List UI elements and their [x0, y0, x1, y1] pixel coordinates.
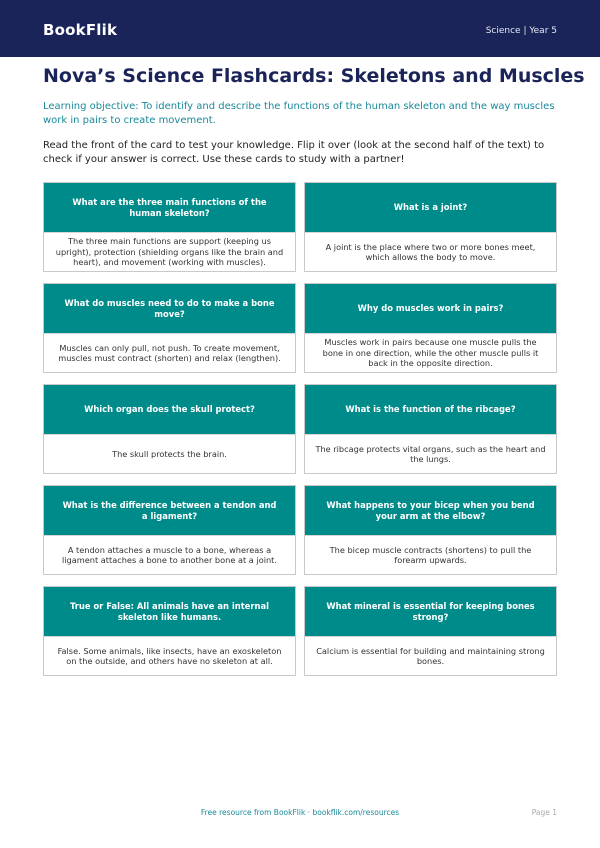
footer-link[interactable]: Free resource from BookFlik · bookflik.com/resources — [200, 808, 400, 817]
flashcard[interactable] — [43, 182, 296, 272]
flashcard-answer: The bicep muscle contracts (shortens) to pull the forearm upwards. — [305, 535, 556, 574]
flashcard-row — [43, 182, 557, 272]
flashcard-answer: Muscles work in pairs because one muscle pulls the bone in one direction, while the other muscle pulls it back in the opposite direction. — [305, 333, 556, 372]
flashcard-answer: The skull protects the brain. — [44, 434, 295, 473]
flashcard-question: What is the difference between a tendon and a ligament? — [44, 486, 295, 535]
flashcard-answer: The ribcage protects vital organs, such as the heart and the lungs. — [305, 434, 556, 473]
flashcard[interactable] — [43, 283, 296, 373]
flashcard[interactable] — [43, 384, 296, 474]
flashcard-row — [43, 283, 557, 373]
flashcard-question: What do muscles need to do to make a bone move? — [44, 284, 295, 333]
flashcard[interactable] — [304, 384, 557, 474]
flashcard-row — [43, 586, 557, 676]
flashcard-row — [43, 485, 557, 575]
flashcard-answer: The three main functions are support (keeping us upright), protection (shielding organs like the brain and heart), and movement (working with muscles). — [44, 232, 295, 271]
flashcard-question: Which organ does the skull protect? — [44, 385, 295, 434]
flashcard-answer: A joint is the place where two or more bones meet, which allows the body to move. — [305, 232, 556, 271]
flashcard[interactable] — [304, 586, 557, 676]
flashcard-answer: A tendon attaches a muscle to a bone, whereas a ligament attaches a bone to another bone at a joint. — [44, 535, 295, 574]
flashcard-answer: False. Some animals, like insects, have an exoskeleton on the outside, and others have no skeleton at all. — [44, 636, 295, 675]
flashcard[interactable] — [304, 485, 557, 575]
flashcard[interactable] — [304, 283, 557, 373]
brand-logo[interactable]: BookFlik — [43, 21, 118, 39]
flashcard[interactable] — [43, 586, 296, 676]
flashcard-grid — [43, 182, 557, 687]
page-title: Nova’s Science Flashcards: Skeletons and Muscles — [43, 65, 585, 87]
learning-objective: Learning objective: To identify and describe the functions of the human skeleton and the way muscles work in pairs to create movement. — [43, 101, 555, 126]
flashcard-question: What is the function of the ribcage? — [305, 385, 556, 434]
top-bar — [0, 0, 600, 57]
flashcard-row — [43, 384, 557, 474]
flashcard-question: True or False: All animals have an internal skeleton like humans. — [44, 587, 295, 636]
flashcard-answer: Calcium is essential for building and maintaining strong bones. — [305, 636, 556, 675]
flashcard-question: What mineral is essential for keeping bones strong? — [305, 587, 556, 636]
flashcard-question: What happens to your bicep when you bend your arm at the elbow? — [305, 486, 556, 535]
flashcard[interactable] — [304, 182, 557, 272]
page-number: Page 1 — [531, 808, 557, 817]
instructions: Read the front of the card to test your knowledge. Flip it over (look at the second half of the text) to check if your answer is correct. Use these cards to study with a partner! — [43, 140, 545, 165]
flashcard-question: Why do muscles work in pairs? — [305, 284, 556, 333]
flashcard-answer: Muscles can only pull, not push. To create movement, muscles must contract (shorten) and relax (lengthen). — [44, 333, 295, 372]
flashcard-question: What are the three main functions of the human skeleton? — [44, 183, 295, 232]
breadcrumb: Science | Year 5 — [485, 26, 557, 36]
flashcard[interactable] — [43, 485, 296, 575]
flashcard-question: What is a joint? — [305, 183, 556, 232]
